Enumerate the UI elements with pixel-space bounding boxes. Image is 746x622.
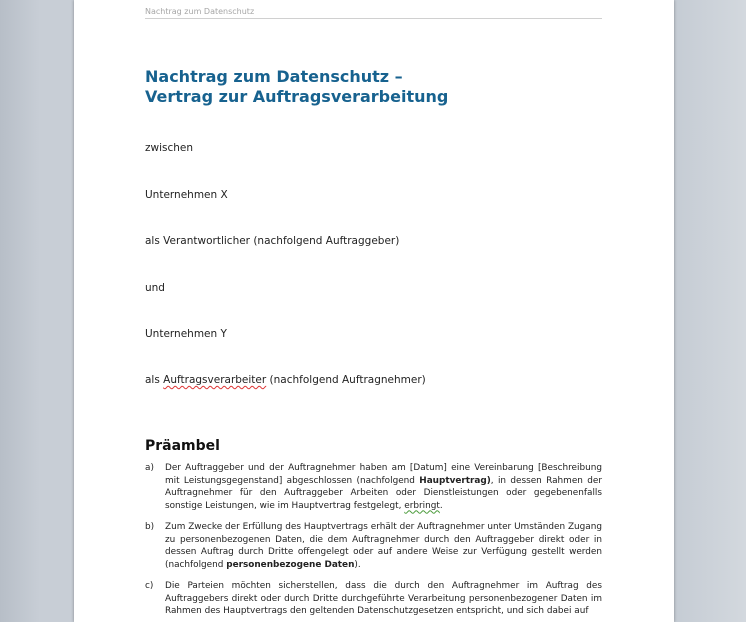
between-text: zwischen bbox=[145, 142, 194, 154]
preamble-list bbox=[145, 462, 602, 622]
party-y-role bbox=[145, 374, 426, 386]
workspace-background-right bbox=[674, 0, 746, 622]
document-title-line-2: Vertrag zur Auftragsverarbeitung bbox=[145, 87, 449, 106]
grammar-flagged-word[interactable]: erbringt bbox=[404, 500, 440, 511]
list-item bbox=[145, 580, 602, 618]
list-item-text bbox=[165, 462, 602, 512]
party-y-role-suffix: (nachfolgend Auftragnehmer) bbox=[269, 374, 426, 386]
page-header: Nachtrag zum Datenschutz bbox=[145, 6, 602, 19]
text-run: Die Parteien möchten sicherstellen, dass die durch den Auftragnehmer im Auftrag des Auftraggebers direkt oder durch Dritte durchgeführte Verarbeitung personenbezogener Daten im Rahmen des Hauptvertrags den geltenden Datenschutzgesetzen entspricht, und sich dabei auf bbox=[165, 581, 602, 616]
document-title bbox=[145, 67, 605, 107]
text-run: . bbox=[439, 500, 443, 511]
party-x-name: Unternehmen X bbox=[145, 189, 228, 201]
text-run: Der Auftraggeber und der Auftragnehmer haben am [Datum] eine Vereinbarung [Beschreibung mit Leistungsgegenstand] abgeschlossen (nachfolgend bbox=[165, 463, 602, 486]
list-item-marker: a) bbox=[145, 463, 154, 473]
list-item-marker: c) bbox=[145, 581, 154, 591]
text-run: Zum Zwecke der Erfüllung des Hauptvertrags erhält der Auftragnehmer unter Umständen Zugang zu personenbezogenen Daten, die dem Auftragnehmer durch den Auftraggeber direkt oder in dessen Auftrag durch Dritte offengelegt oder auf andere Weise zur Verfügung gestellt werden (nachfolgend bbox=[165, 522, 602, 570]
list-item bbox=[145, 462, 602, 512]
and-text: und bbox=[145, 282, 165, 294]
text-run: , in dessen Rahmen der Auftragnehmer für den Auftraggeber Arbeiten oder Dienstleistungen oder gegebenenfalls sonstige Leistungen, wie im Hauptvertrag festgelegt, bbox=[165, 475, 602, 511]
party-x-role: als Verantwortlicher (nachfolgend Auftraggeber) bbox=[145, 235, 400, 247]
party-y-name: Unternehmen Y bbox=[145, 328, 227, 340]
defined-term: Hauptvertrag) bbox=[419, 475, 491, 486]
list-item-marker: b) bbox=[145, 522, 155, 532]
document-title-line-1: Nachtrag zum Datenschutz – bbox=[145, 67, 403, 86]
spellcheck-flagged-word[interactable]: Auftragsverarbeiter bbox=[163, 374, 267, 386]
list-item-text bbox=[165, 580, 602, 618]
defined-term: personenbezogene Daten bbox=[226, 559, 355, 570]
list-item bbox=[145, 521, 602, 571]
text-run: ). bbox=[354, 559, 361, 570]
list-item-text bbox=[165, 521, 602, 571]
party-y-role-prefix: als bbox=[145, 374, 160, 386]
document-page[interactable] bbox=[74, 0, 674, 622]
section-heading-preamble: Präambel bbox=[145, 438, 220, 454]
